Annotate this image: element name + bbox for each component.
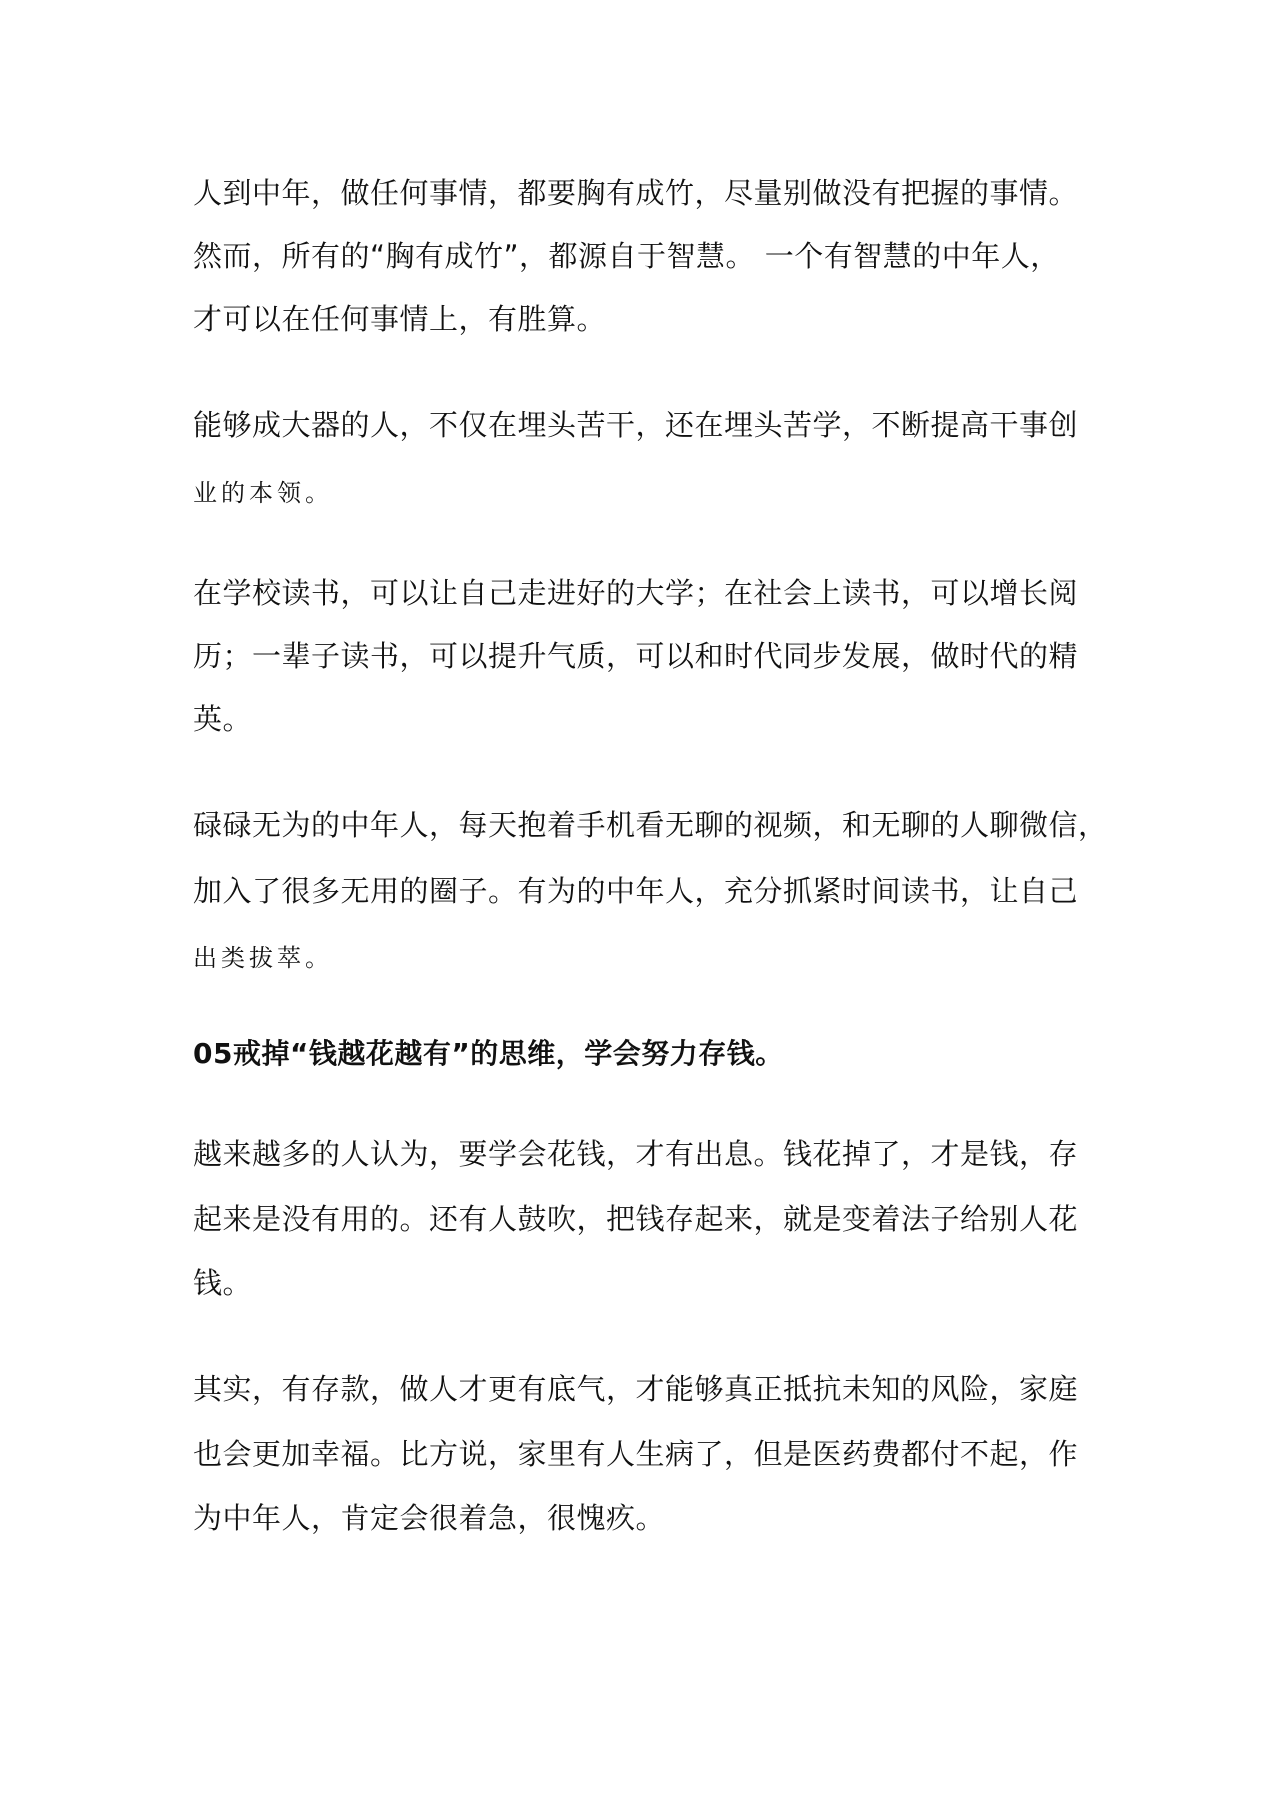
paragraph-5-line-1: 越来越多的人认为，要学会花钱，才有出息。钱花掉了，才是钱，存: [193, 1137, 1079, 1171]
paragraph-5-line-3: 钱。: [193, 1266, 253, 1300]
paragraph-4-line-1: 碌碌无为的中年人，每天抱着手机看无聊的视频，和无聊的人聊微信，: [193, 808, 1108, 842]
paragraph-4-line-2: 加入了很多无用的圈子。有为的中年人，充分抓紧时间读书，让自己: [193, 874, 1079, 908]
paragraph-4-line-3: 出类拔萃。: [193, 944, 333, 972]
paragraph-6-line-2: 也会更加幸福。比方说，家里有人生病了，但是医药费都付不起，作: [193, 1437, 1079, 1471]
paragraph-6-line-1: 其实，有存款，做人才更有底气，才能够真正抵抗未知的风险，家庭: [193, 1372, 1079, 1406]
paragraph-3-line-1: 在学校读书，可以让自己走进好的大学；在社会上读书，可以增长阅: [193, 576, 1079, 610]
paragraph-3-line-3: 英。: [193, 702, 253, 736]
section-heading: 05戒掉“钱越花越有”的思维，学会努力存钱。: [193, 1037, 784, 1070]
paragraph-2-line-1: 能够成大器的人，不仅在埋头苦干，还在埋头苦学，不断提高干事创: [193, 408, 1079, 442]
paragraph-3-line-2: 历；一辈子读书，可以提升气质，可以和时代同步发展，做时代的精: [193, 639, 1079, 673]
paragraph-1-line-1: 人到中年，做任何事情，都要胸有成竹，尽量别做没有把握的事情。: [193, 176, 1079, 210]
paragraph-5-line-2: 起来是没有用的。还有人鼓吹，把钱存起来，就是变着法子给别人花: [193, 1202, 1079, 1236]
paragraph-1-line-2: 然而，所有的“胸有成竹”，都源自于智慧。 一个有智慧的中年人，: [193, 239, 1060, 273]
paragraph-1-line-3: 才可以在任何事情上，有胜算。: [193, 302, 607, 336]
paragraph-2-line-2: 业的本领。: [193, 479, 333, 507]
paragraph-6-line-3: 为中年人，肯定会很着急，很愧疚。: [193, 1501, 666, 1535]
